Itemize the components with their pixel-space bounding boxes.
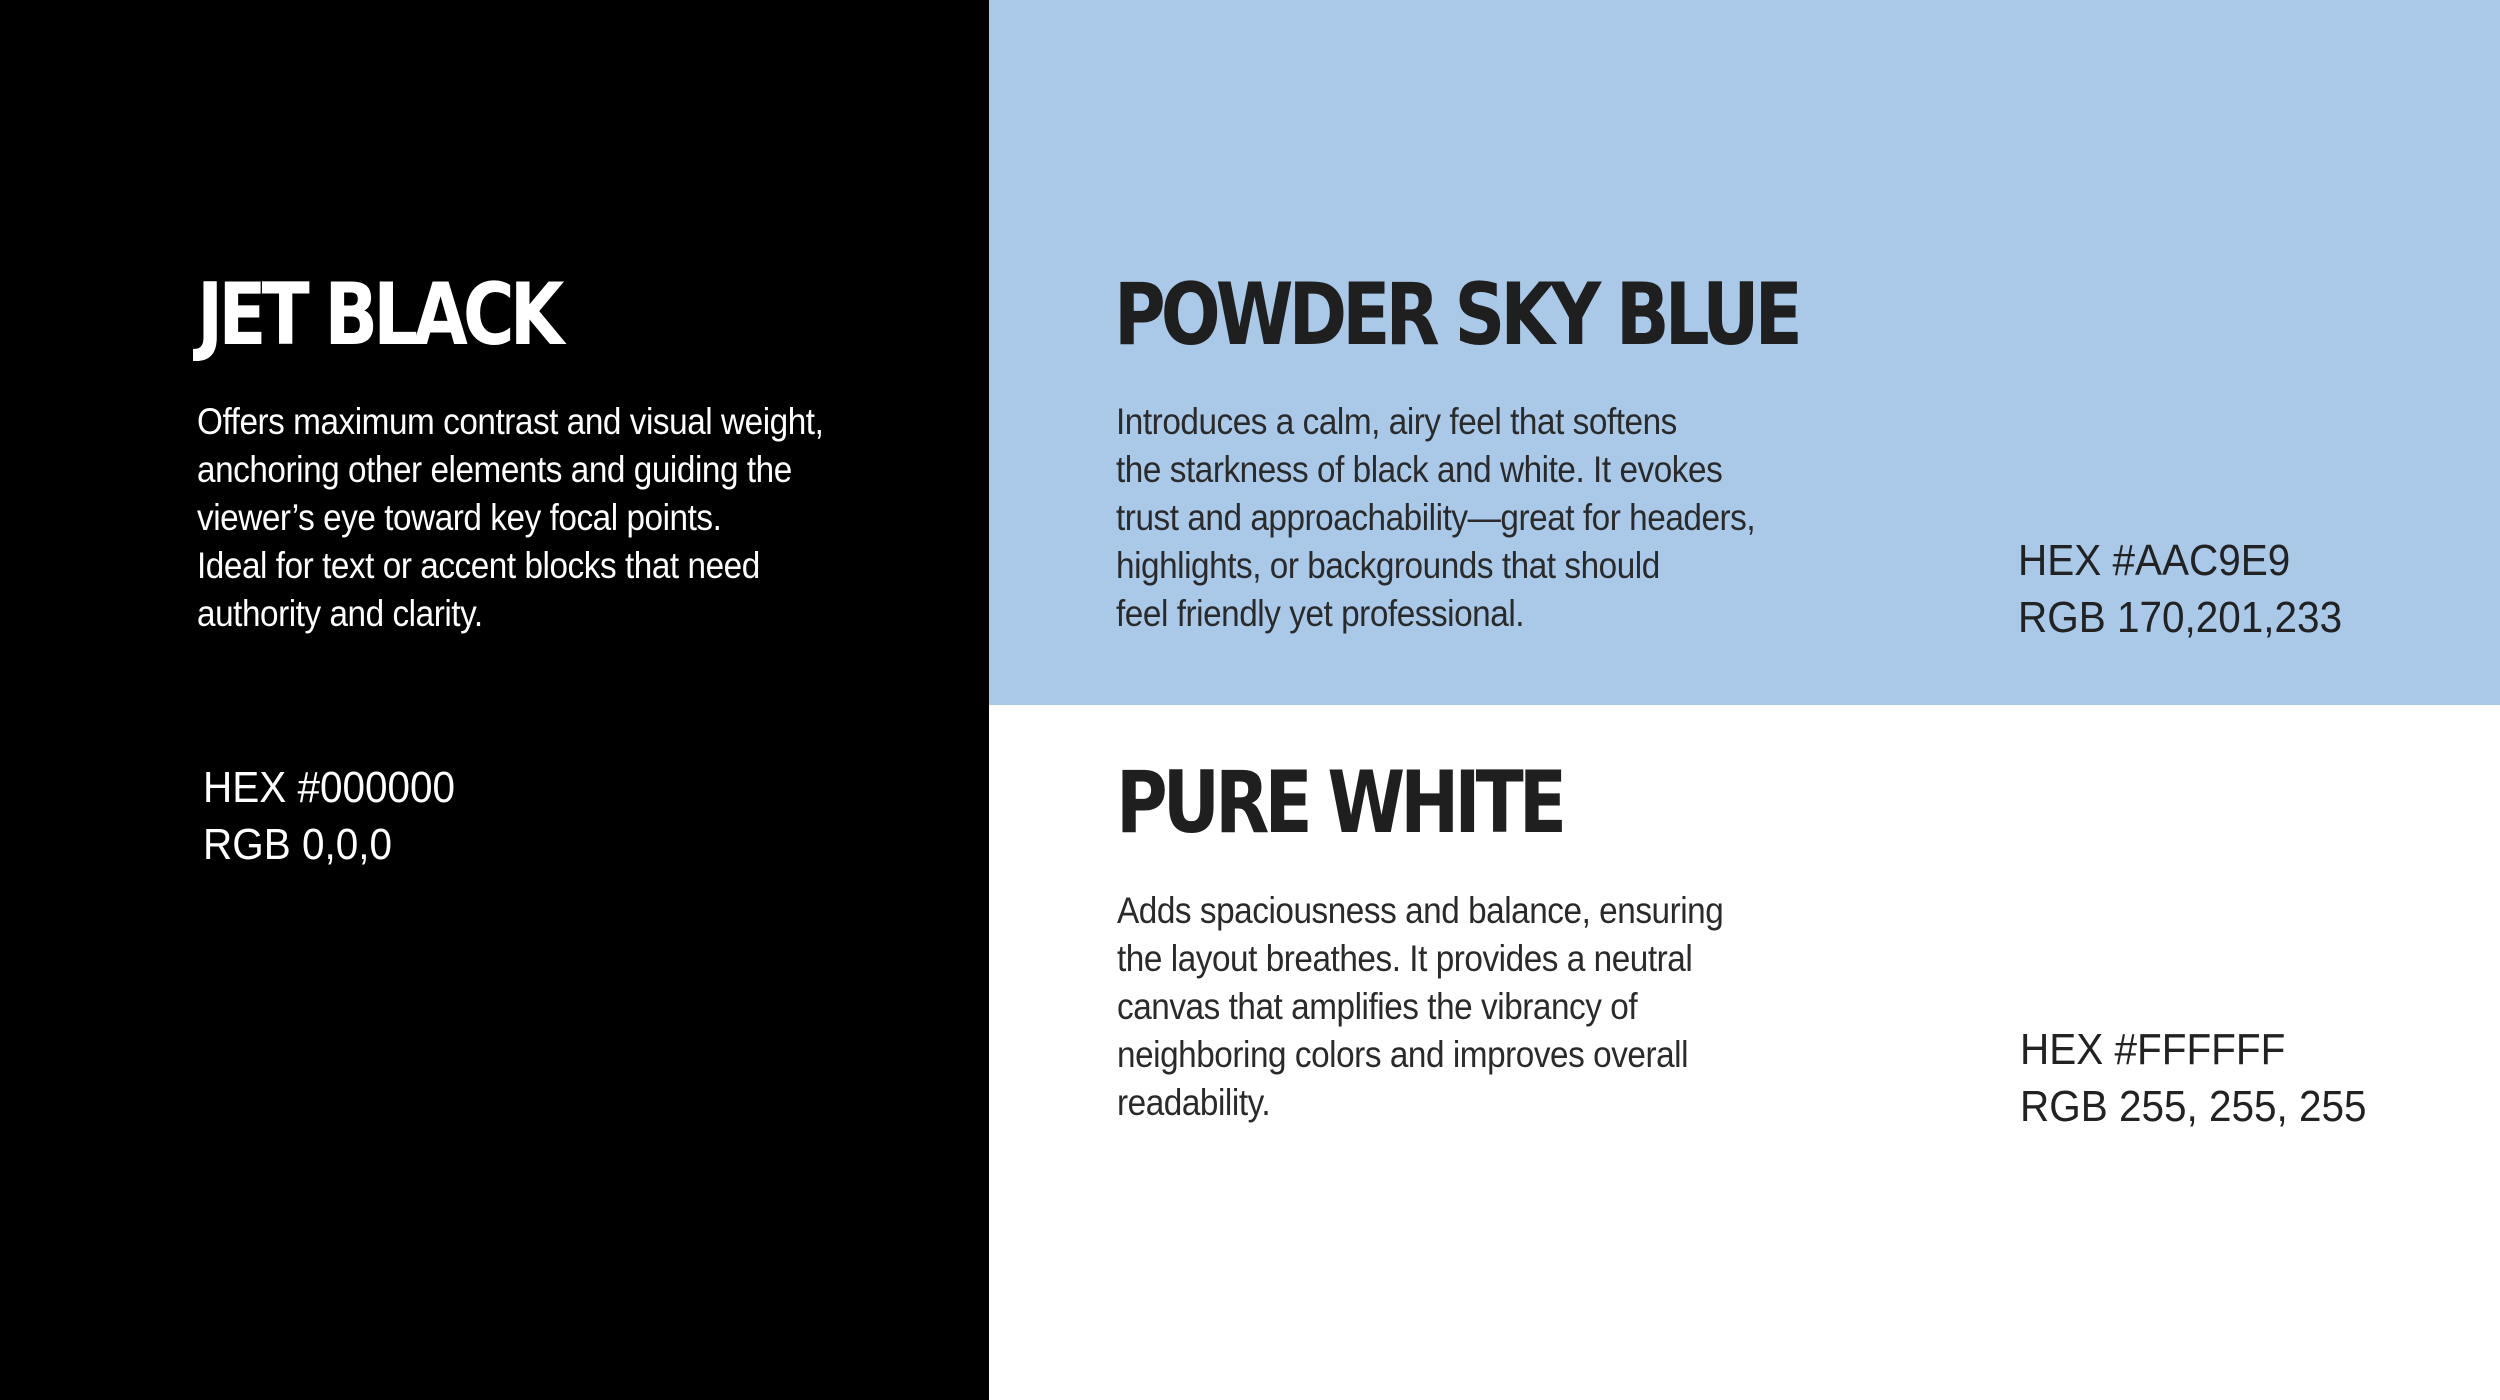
description-line: Adds spaciousness and balance, ensuring xyxy=(1117,890,1724,931)
description-line: Offers maximum contrast and visual weight, xyxy=(197,401,824,442)
rgb-code: RGB 255, 255, 255 xyxy=(2020,1082,2367,1131)
description-line: trust and approachability—great for headers, xyxy=(1116,497,1756,538)
pure-white-color-codes xyxy=(2020,1021,2367,1135)
description-line: feel friendly yet professional. xyxy=(1116,593,1525,634)
rgb-code: RGB 170,201,233 xyxy=(2018,593,2343,642)
description-line: neighboring colors and improves overall xyxy=(1117,1034,1689,1075)
powder-sky-blue-title: POWDER SKY BLUE xyxy=(1114,265,1798,365)
description-line: Introduces a calm, airy feel that softens xyxy=(1116,401,1677,442)
powder-sky-blue-description xyxy=(1116,398,1755,638)
description-line: the layout breathes. It provides a neutral xyxy=(1117,938,1693,979)
description-line: Ideal for text or accent blocks that need xyxy=(197,545,760,586)
pure-white-description xyxy=(1117,887,1723,1127)
powder-sky-blue-color-codes xyxy=(2018,532,2342,646)
description-line: anchoring other elements and guiding the xyxy=(197,449,792,490)
rgb-code: RGB 0,0,0 xyxy=(203,820,393,869)
hex-code: HEX #AAC9E9 xyxy=(2018,536,2291,585)
description-line: readability. xyxy=(1117,1082,1271,1123)
pure-white-title: PURE WHITE xyxy=(1116,753,1563,853)
jet-black-title: JET BLACK xyxy=(197,265,560,365)
hex-code: HEX #FFFFFF xyxy=(2020,1025,2286,1074)
hex-code: HEX #000000 xyxy=(203,763,456,812)
description-line: authority and clarity. xyxy=(197,593,483,634)
jet-black-swatch-panel xyxy=(0,0,989,1400)
description-line: highlights, or backgrounds that should xyxy=(1116,545,1660,586)
description-line: viewer’s eye toward key focal points. xyxy=(197,497,722,538)
jet-black-description xyxy=(197,398,823,638)
description-line: canvas that amplifies the vibrancy of xyxy=(1117,986,1638,1027)
description-line: the starkness of black and white. It evokes xyxy=(1116,449,1723,490)
jet-black-color-codes xyxy=(203,759,455,873)
